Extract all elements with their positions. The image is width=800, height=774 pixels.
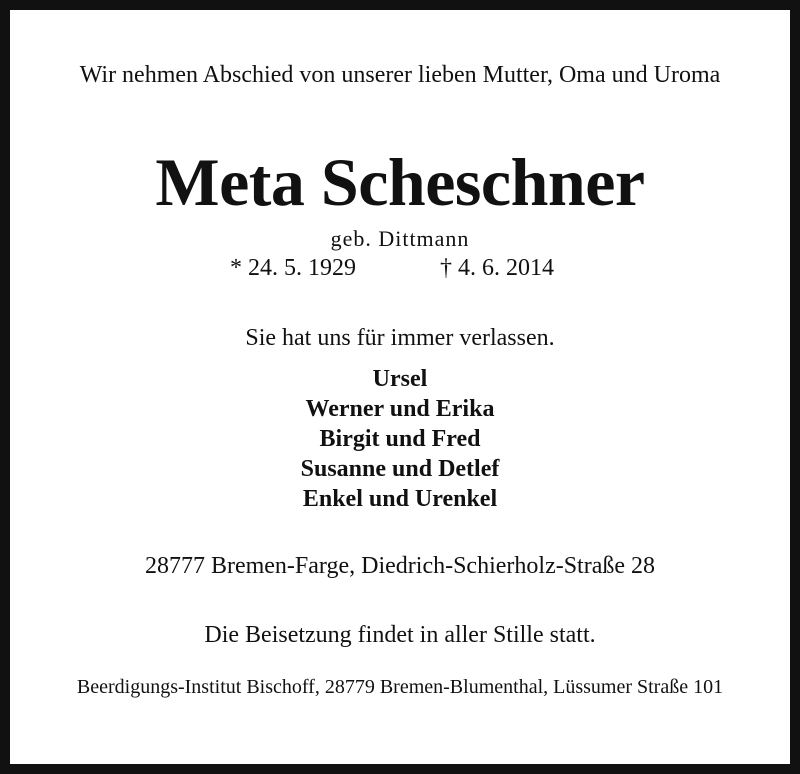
deceased-name: Meta Scheschner [155,144,645,220]
family-address: 28777 Bremen-Farge, Diedrich-Schierholz-Straße 28 [144,553,656,579]
family-member: Werner und Erika [305,396,495,422]
intro-text: Wir nehmen Abschied von unserer lieben Mutter, Oma und Uroma [79,62,721,88]
birth-date: * 24. 5. 1929 [230,255,356,281]
family-member: Susanne und Detlef [300,456,500,482]
maiden-name: geb. Dittmann [330,226,470,251]
family-member: Enkel und Urenkel [302,486,498,512]
family-member: Ursel [372,366,428,392]
family-list [10,364,790,514]
burial-note: Die Beisetzung findet in aller Stille statt. [204,622,596,648]
undertaker-info: Beerdigungs-Institut Bischoff, 28779 Bremen-Blumenthal, Lüssumer Straße 101 [76,676,724,698]
death-date: † 4. 6. 2014 [440,255,554,281]
farewell-phrase: Sie hat uns für immer verlassen. [245,325,555,351]
family-member: Birgit und Fred [319,426,481,452]
